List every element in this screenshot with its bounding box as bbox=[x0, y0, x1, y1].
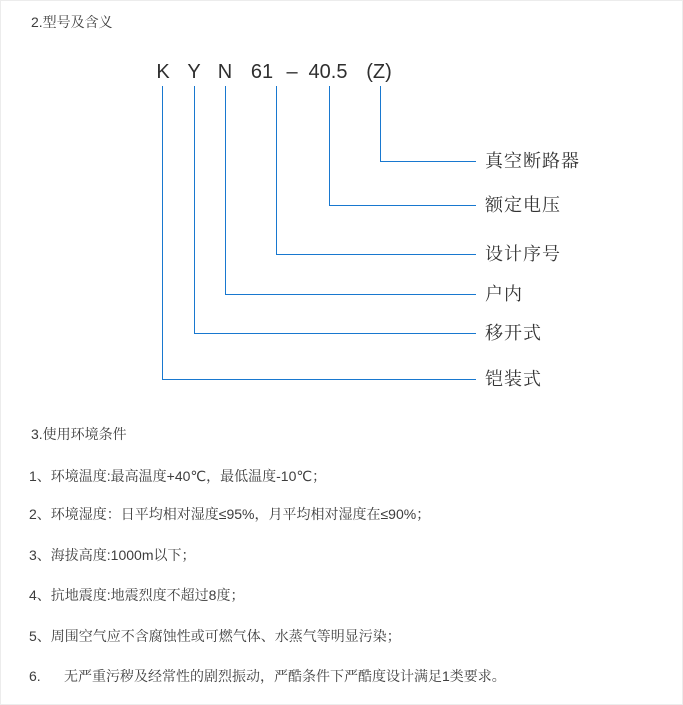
callout-vertical-line bbox=[329, 86, 330, 205]
callout-horizontal-line bbox=[225, 294, 476, 295]
model-meaning-label: 设计序号 bbox=[485, 244, 561, 264]
callout-vertical-line bbox=[194, 86, 195, 333]
callout-horizontal-line bbox=[380, 161, 476, 162]
condition-list-item: 4、抗地震度:地震烈度不超过8度； bbox=[29, 587, 245, 603]
callout-horizontal-line bbox=[162, 379, 476, 380]
model-token: 40.5 bbox=[308, 61, 348, 83]
model-token: Y bbox=[187, 61, 201, 83]
callout-horizontal-line bbox=[194, 333, 476, 334]
model-meaning-label: 真空断路器 bbox=[485, 151, 580, 171]
condition-list-item: 1、环境温度:最高温度+40℃，最低温度-10℃； bbox=[29, 468, 327, 484]
model-meaning-label: 铠装式 bbox=[485, 369, 542, 389]
callout-vertical-line bbox=[380, 86, 381, 161]
model-meaning-label: 移开式 bbox=[485, 323, 542, 343]
callout-horizontal-line bbox=[329, 205, 476, 206]
condition-list-item: 5、周围空气应不含腐蚀性或可燃气体、水蒸气等明显污染； bbox=[29, 628, 401, 644]
model-meaning-label: 户内 bbox=[485, 284, 523, 304]
section-2-heading: 2.型号及含义 bbox=[31, 14, 113, 30]
callout-vertical-line bbox=[162, 86, 163, 379]
condition-list-item: 2、环境湿度：日平均相对湿度≤95%，月平均相对湿度在≤90%； bbox=[29, 506, 431, 522]
model-token: – bbox=[286, 61, 298, 83]
callout-horizontal-line bbox=[276, 254, 476, 255]
model-token: 61 bbox=[250, 61, 274, 83]
model-token: K bbox=[156, 61, 170, 83]
model-token: N bbox=[217, 61, 233, 83]
callout-vertical-line bbox=[225, 86, 226, 294]
model-token: (Z) bbox=[366, 61, 392, 83]
condition-list-item: 3、海拔高度:1000m以下； bbox=[29, 547, 196, 563]
model-meaning-label: 额定电压 bbox=[485, 195, 561, 215]
callout-vertical-line bbox=[276, 86, 277, 254]
section-3-heading: 3.使用环境条件 bbox=[31, 426, 127, 442]
condition-list-item: 6. 无严重污秽及经常性的剧烈振动，严酷条件下严酷度设计满足1类要求。 bbox=[29, 668, 506, 684]
